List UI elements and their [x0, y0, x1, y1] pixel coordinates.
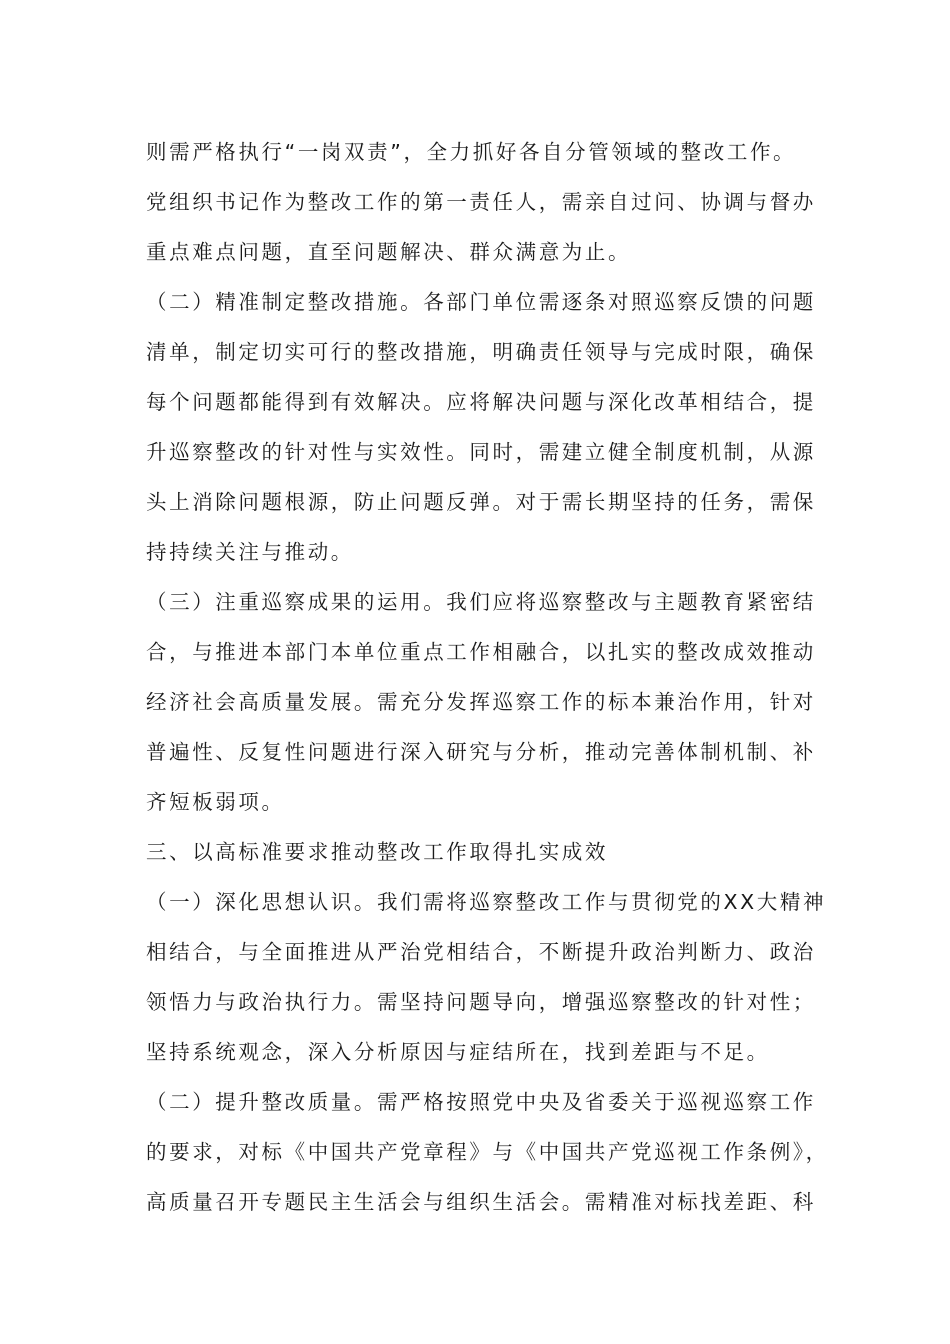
text-line: （二）精准制定整改措施。各部门单位需逐条对照巡察反馈的问题 [146, 290, 816, 314]
text-line: 坚持系统观念，深入分析原因与症结所在，找到差距与不足。 [146, 1040, 770, 1064]
text-line: 持持续关注与推动。 [146, 540, 354, 564]
text-line: 党组织书记作为整改工作的第一责任人，需亲自过问、协调与督办 [146, 190, 816, 214]
text-line: 升巡察整改的针对性与实效性。同时，需建立健全制度机制，从源 [146, 440, 816, 464]
text-line: 重点难点问题，直至问题解决、群众满意为止。 [146, 240, 632, 264]
text-line: （三）注重巡察成果的运用。我们应将巡察整改与主题教育紧密结 [146, 590, 816, 614]
text-line: 相结合，与全面推进从严治党相结合，不断提升政治判断力、政治 [146, 940, 816, 964]
text-line: 齐短板弱项。 [146, 790, 285, 814]
text-line: 经济社会高质量发展。需充分发挥巡察工作的标本兼治作用，针对 [146, 690, 816, 714]
text-line: 高质量召开专题民主生活会与组织生活会。需精准对标找差距、科 [146, 1190, 816, 1214]
text-line: 头上消除问题根源，防止问题反弹。对于需长期坚持的任务，需保 [146, 490, 816, 514]
text-line: 每个问题都能得到有效解决。应将解决问题与深化改革相结合，提 [146, 390, 816, 414]
text-line: 合，与推进本部门本单位重点工作相融合，以扎实的整改成效推动 [146, 640, 816, 664]
text-line: 的要求，对标《中国共产党章程》与《中国共产党巡视工作条例》， [146, 1140, 829, 1164]
text-line: 普遍性、反复性问题进行深入研究与分析，推动完善体制机制、补 [146, 740, 816, 764]
text-line: （二）提升整改质量。需严格按照党中央及省委关于巡视巡察工作 [146, 1090, 816, 1114]
text-line: 领悟力与政治执行力。需坚持问题导向，增强巡察整改的针对性； [146, 990, 816, 1014]
section-heading: 三、以高标准要求推动整改工作取得扎实成效 [146, 840, 608, 864]
text-line: 则需严格执行“一岗双责”，全力抓好各自分管领域的整改工作。 [146, 140, 797, 164]
text-line: （一）深化思想认识。我们需将巡察整改工作与贯彻党的XX大精神 [146, 890, 827, 914]
text-line: 清单，制定切实可行的整改措施，明确责任领导与完成时限，确保 [146, 340, 816, 364]
